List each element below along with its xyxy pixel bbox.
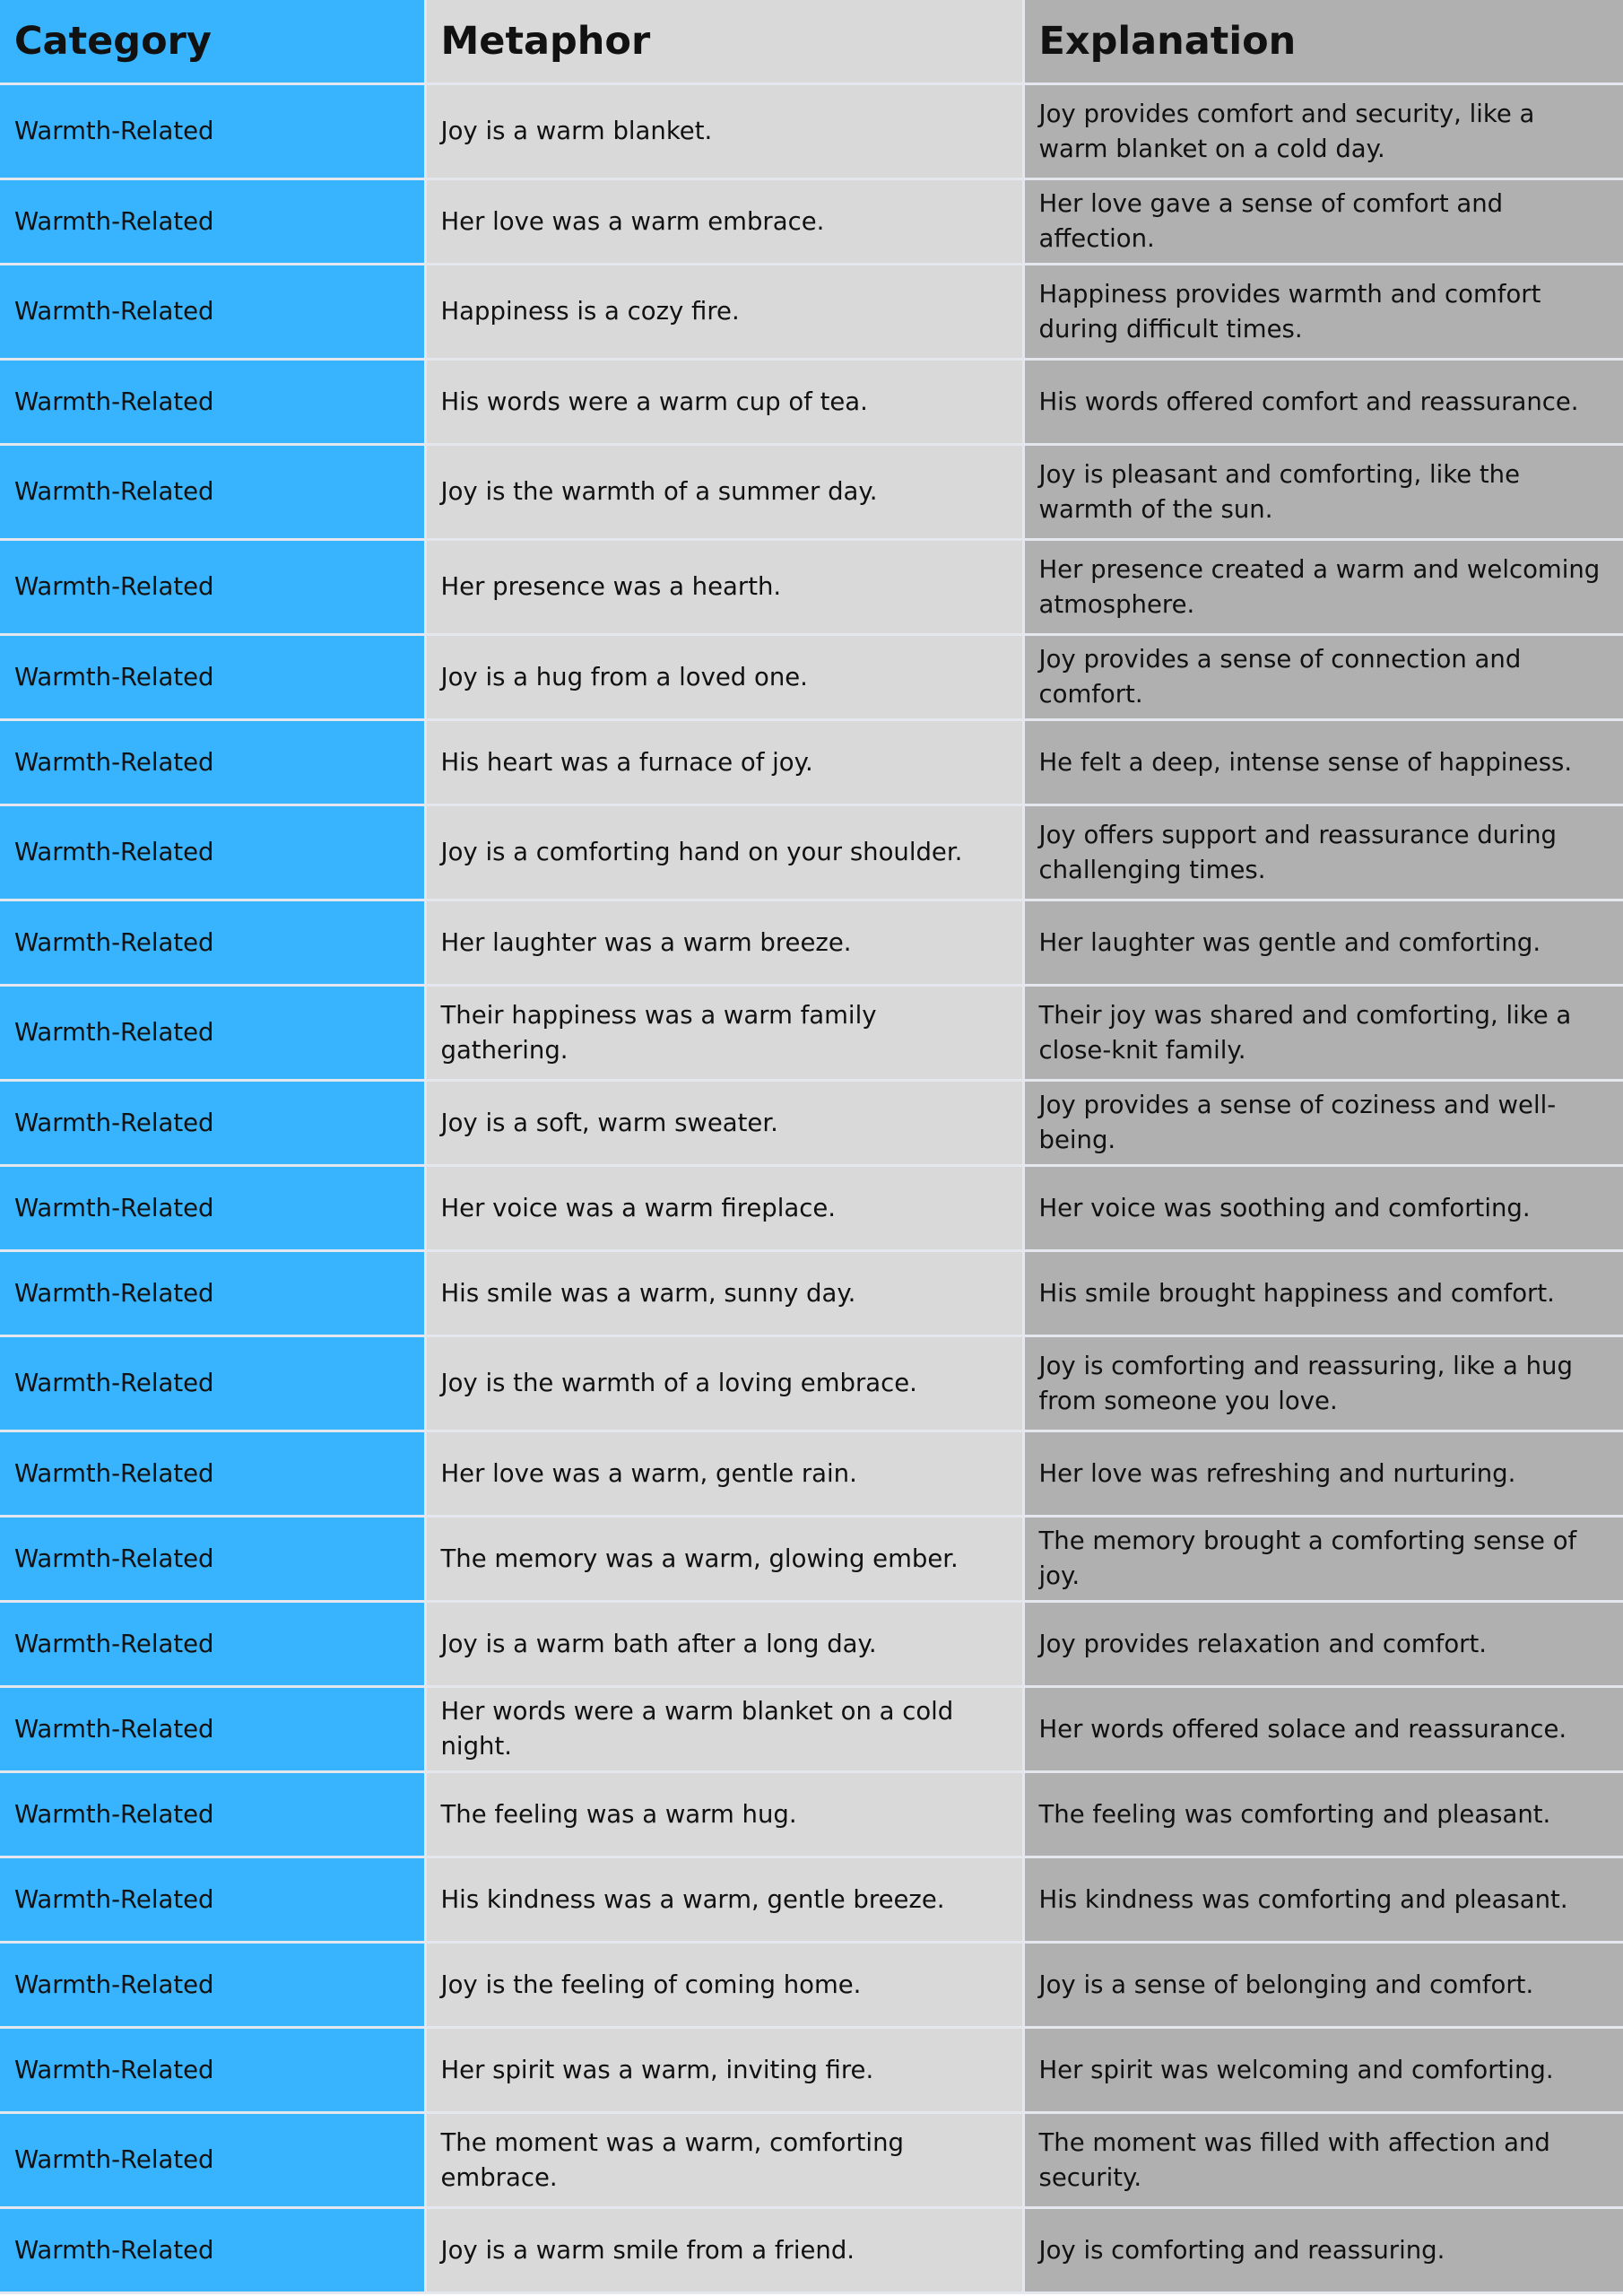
explanation-cell: Her spirit was welcoming and comforting. <box>1023 2028 1623 2113</box>
explanation-cell: Her presence created a warm and welcoming atmosphere. <box>1023 540 1623 635</box>
explanation-cell: Joy offers support and reassurance during challenging times. <box>1023 805 1623 900</box>
table-row <box>0 986 1623 1081</box>
explanation-cell: Her words offered solace and reassurance. <box>1023 1687 1623 1772</box>
explanation-cell: Her love gave a sense of comfort and affection. <box>1023 179 1623 265</box>
category-cell: Warmth-Related <box>0 1602 425 1687</box>
category-cell: Warmth-Related <box>0 360 425 445</box>
category-cell: Warmth-Related <box>0 1251 425 1336</box>
metaphor-cell: Her spirit was a warm, inviting fire. <box>425 2028 1023 2113</box>
table-row <box>0 445 1623 540</box>
explanation-cell: Joy provides a sense of connection and comfort. <box>1023 635 1623 720</box>
category-cell: Warmth-Related <box>0 2208 425 2293</box>
table-row <box>0 265 1623 360</box>
category-cell: Warmth-Related <box>0 986 425 1081</box>
table-row <box>0 900 1623 986</box>
category-cell: Warmth-Related <box>0 265 425 360</box>
category-cell: Warmth-Related <box>0 2028 425 2113</box>
category-cell: Warmth-Related <box>0 1336 425 1431</box>
table-row <box>0 1336 1623 1431</box>
explanation-cell: Joy is a sense of belonging and comfort. <box>1023 1943 1623 2028</box>
explanation-cell: The feeling was comforting and pleasant. <box>1023 1772 1623 1857</box>
table-row <box>0 1857 1623 1943</box>
table-row <box>0 84 1623 179</box>
category-cell: Warmth-Related <box>0 179 425 265</box>
explanation-cell: His words offered comfort and reassurance. <box>1023 360 1623 445</box>
metaphor-cell: His heart was a furnace of joy. <box>425 720 1023 805</box>
explanation-cell: He felt a deep, intense sense of happiness. <box>1023 720 1623 805</box>
explanation-cell: The memory brought a comforting sense of joy. <box>1023 1517 1623 1602</box>
header-metaphor: Metaphor <box>425 0 1023 84</box>
metaphor-cell: Joy is a warm blanket. <box>425 84 1023 179</box>
explanation-cell: Joy is comforting and reassuring, like a hug from someone you love. <box>1023 1336 1623 1431</box>
table-row <box>0 1687 1623 1772</box>
explanation-cell: His kindness was comforting and pleasant. <box>1023 1857 1623 1943</box>
table-header <box>0 0 1623 84</box>
metaphor-cell: Joy is a warm bath after a long day. <box>425 1602 1023 1687</box>
metaphor-cell: Joy is a soft, warm sweater. <box>425 1081 1023 1166</box>
explanation-cell: Their joy was shared and comforting, like a close-knit family. <box>1023 986 1623 1081</box>
category-cell: Warmth-Related <box>0 1772 425 1857</box>
metaphor-cell: Joy is a hug from a loved one. <box>425 635 1023 720</box>
explanation-cell: Her love was refreshing and nurturing. <box>1023 1431 1623 1517</box>
category-cell: Warmth-Related <box>0 540 425 635</box>
table-row <box>0 1081 1623 1166</box>
metaphor-cell: His smile was a warm, sunny day. <box>425 1251 1023 1336</box>
category-cell: Warmth-Related <box>0 1687 425 1772</box>
table-row <box>0 1431 1623 1517</box>
metaphor-cell: Her presence was a hearth. <box>425 540 1023 635</box>
header-category: Category <box>0 0 425 84</box>
header-explanation: Explanation <box>1023 0 1623 84</box>
category-cell: Warmth-Related <box>0 805 425 900</box>
metaphor-cell: The memory was a warm, glowing ember. <box>425 1517 1023 1602</box>
metaphor-cell: Joy is the warmth of a loving embrace. <box>425 1336 1023 1431</box>
metaphor-cell: The feeling was a warm hug. <box>425 1772 1023 1857</box>
category-cell: Warmth-Related <box>0 84 425 179</box>
explanation-cell: Joy is comforting and reassuring. <box>1023 2208 1623 2293</box>
table-row <box>0 1251 1623 1336</box>
metaphor-cell: Her love was a warm embrace. <box>425 179 1023 265</box>
category-cell: Warmth-Related <box>0 635 425 720</box>
category-cell: Warmth-Related <box>0 1081 425 1166</box>
category-cell: Warmth-Related <box>0 1943 425 2028</box>
category-cell: Warmth-Related <box>0 1431 425 1517</box>
table-row <box>0 805 1623 900</box>
metaphor-cell: Her voice was a warm fireplace. <box>425 1166 1023 1251</box>
table-row <box>0 360 1623 445</box>
table-row <box>0 720 1623 805</box>
category-cell: Warmth-Related <box>0 445 425 540</box>
explanation-cell: Happiness provides warmth and comfort during difficult times. <box>1023 265 1623 360</box>
table-row <box>0 2208 1623 2293</box>
category-cell: Warmth-Related <box>0 1517 425 1602</box>
table-row <box>0 1772 1623 1857</box>
metaphor-cell: Her love was a warm, gentle rain. <box>425 1431 1023 1517</box>
metaphor-cell: Happiness is a cozy fire. <box>425 265 1023 360</box>
explanation-cell: Joy provides comfort and security, like a warm blanket on a cold day. <box>1023 84 1623 179</box>
table-row <box>0 540 1623 635</box>
explanation-cell: Joy provides a sense of coziness and well-being. <box>1023 1081 1623 1166</box>
metaphor-cell: His kindness was a warm, gentle breeze. <box>425 1857 1023 1943</box>
metaphor-cell: Joy is the warmth of a summer day. <box>425 445 1023 540</box>
table-row <box>0 1602 1623 1687</box>
metaphor-cell: Her words were a warm blanket on a cold night. <box>425 1687 1023 1772</box>
table-row <box>0 635 1623 720</box>
category-cell: Warmth-Related <box>0 900 425 986</box>
metaphor-cell: The moment was a warm, comforting embrace. <box>425 2113 1023 2208</box>
table-row <box>0 2113 1623 2208</box>
explanation-cell: His smile brought happiness and comfort. <box>1023 1251 1623 1336</box>
metaphor-cell: Her laughter was a warm breeze. <box>425 900 1023 986</box>
category-cell: Warmth-Related <box>0 1857 425 1943</box>
category-cell: Warmth-Related <box>0 720 425 805</box>
metaphor-cell: Joy is a warm smile from a friend. <box>425 2208 1023 2293</box>
explanation-cell: Her voice was soothing and comforting. <box>1023 1166 1623 1251</box>
explanation-cell: The moment was filled with affection and security. <box>1023 2113 1623 2208</box>
table-row <box>0 2028 1623 2113</box>
category-cell: Warmth-Related <box>0 1166 425 1251</box>
explanation-cell: Joy is pleasant and comforting, like the warmth of the sun. <box>1023 445 1623 540</box>
category-cell: Warmth-Related <box>0 2113 425 2208</box>
table-row <box>0 179 1623 265</box>
table-body <box>0 84 1623 2293</box>
metaphor-cell: Joy is the feeling of coming home. <box>425 1943 1023 2028</box>
explanation-cell: Joy provides relaxation and comfort. <box>1023 1602 1623 1687</box>
table-row <box>0 1166 1623 1251</box>
metaphor-cell: Their happiness was a warm family gathering. <box>425 986 1023 1081</box>
table-row <box>0 1943 1623 2028</box>
explanation-cell: Her laughter was gentle and comforting. <box>1023 900 1623 986</box>
header-row <box>0 0 1623 84</box>
metaphor-cell: Joy is a comforting hand on your shoulder. <box>425 805 1023 900</box>
table-row <box>0 1517 1623 1602</box>
metaphor-cell: His words were a warm cup of tea. <box>425 360 1023 445</box>
